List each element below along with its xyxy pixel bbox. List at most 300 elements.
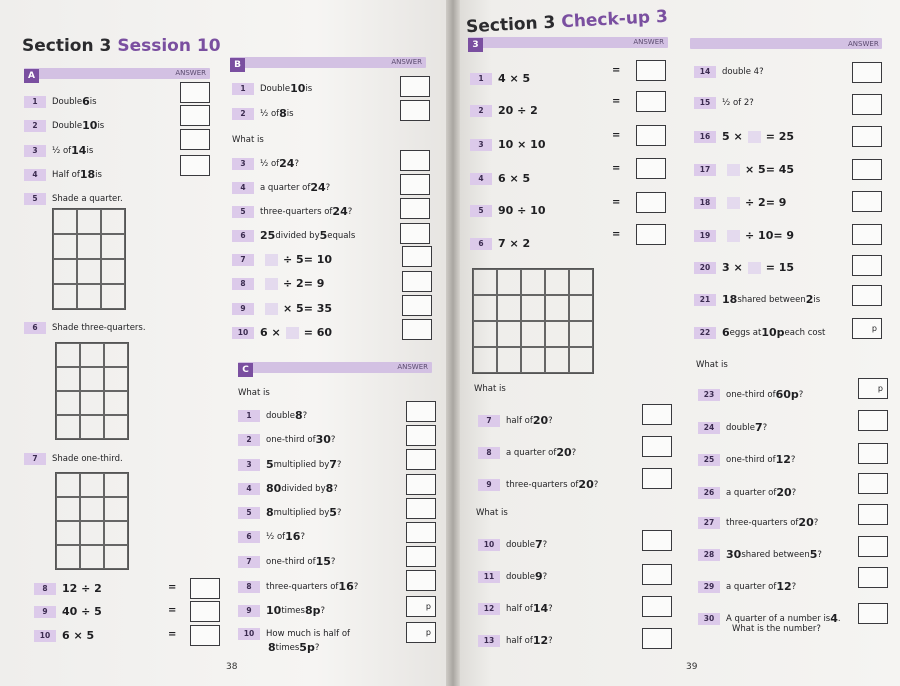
answer-box[interactable] bbox=[406, 474, 436, 495]
shading-grid-quarter[interactable] bbox=[52, 208, 126, 310]
answer-box[interactable] bbox=[642, 436, 672, 457]
answer-box[interactable] bbox=[642, 628, 672, 649]
question-text: eggs at bbox=[729, 327, 762, 338]
grid-cell[interactable] bbox=[473, 321, 497, 347]
grid-cell[interactable] bbox=[56, 497, 80, 521]
question-text: A quarter of a number is bbox=[726, 613, 831, 624]
answer-box[interactable] bbox=[852, 159, 882, 180]
question-number: 26 bbox=[698, 487, 720, 499]
grid-cell[interactable] bbox=[53, 234, 77, 259]
expression: 4 × 5 bbox=[498, 72, 531, 85]
question-number: 4 bbox=[470, 173, 492, 185]
question-text: half of bbox=[506, 415, 533, 426]
answer-box[interactable] bbox=[636, 91, 666, 112]
b-question-9 bbox=[232, 302, 332, 315]
shading-grid[interactable] bbox=[472, 268, 594, 374]
question-number: 5 bbox=[24, 193, 46, 205]
question-text: double bbox=[266, 410, 295, 421]
grid-cell[interactable] bbox=[80, 415, 104, 439]
answer-box[interactable]: p bbox=[858, 378, 888, 399]
checkup-title: Check-up 3 bbox=[560, 6, 669, 33]
page-number: 39 bbox=[686, 662, 698, 672]
question-value: 30 bbox=[315, 433, 331, 446]
question-value: 6 × bbox=[260, 326, 281, 339]
question-number: 9 bbox=[232, 303, 254, 315]
question-value: 6 bbox=[722, 326, 730, 339]
question-number: 4 bbox=[232, 182, 254, 194]
equals-sign: = bbox=[168, 605, 177, 616]
question-value: 5 bbox=[809, 548, 818, 561]
checkup-block-label: 3 bbox=[468, 38, 483, 52]
grid-cell[interactable] bbox=[497, 269, 521, 295]
answer-box[interactable] bbox=[636, 224, 666, 245]
answer-box[interactable] bbox=[858, 567, 888, 588]
question-number: 17 bbox=[694, 164, 716, 176]
question-number: 2 bbox=[470, 105, 492, 117]
question-text: multiplied by bbox=[273, 507, 330, 518]
grid-cell[interactable] bbox=[104, 521, 128, 545]
answer-box[interactable] bbox=[190, 601, 220, 622]
answer-label: ANSWER bbox=[633, 38, 664, 46]
question-text: three-quarters of bbox=[726, 517, 799, 528]
question-text: Double bbox=[52, 120, 83, 131]
question-text: ? bbox=[314, 642, 320, 653]
a-question-9 bbox=[34, 605, 102, 618]
question-number: 7 bbox=[238, 556, 260, 568]
grid-cell[interactable] bbox=[80, 367, 104, 391]
missing-number-blank bbox=[286, 327, 299, 339]
checkup-question-25 bbox=[698, 453, 795, 466]
answer-box[interactable] bbox=[636, 60, 666, 81]
question-number: 19 bbox=[694, 230, 716, 242]
answer-box[interactable]: p bbox=[406, 622, 436, 643]
grid-cell[interactable] bbox=[53, 209, 77, 234]
grid-cell[interactable] bbox=[101, 209, 125, 234]
question-text: each cost bbox=[784, 327, 826, 338]
question-text: is bbox=[89, 96, 97, 107]
question-value: 7 bbox=[754, 421, 763, 434]
missing-number-blank bbox=[727, 164, 740, 176]
result: = 60 bbox=[303, 326, 333, 339]
b-question-7 bbox=[232, 253, 332, 266]
question-number: 6 bbox=[232, 230, 254, 242]
question-text: ? bbox=[320, 605, 325, 616]
grid-cell[interactable] bbox=[56, 415, 80, 439]
question-value: 5 bbox=[319, 229, 328, 242]
b-question-10 bbox=[232, 326, 332, 339]
grid-cell[interactable] bbox=[56, 367, 80, 391]
answer-box[interactable] bbox=[852, 255, 882, 276]
answer-box[interactable] bbox=[852, 224, 882, 245]
shading-grid-three-quarters[interactable] bbox=[55, 342, 129, 440]
question-text: one-third of bbox=[726, 454, 776, 465]
question-text: half of bbox=[506, 635, 533, 646]
grid-cell[interactable] bbox=[545, 269, 569, 295]
question-number: 5 bbox=[470, 205, 492, 217]
question-value: 12 bbox=[532, 634, 549, 647]
answer-box[interactable] bbox=[852, 94, 882, 115]
question-number: 3 bbox=[232, 158, 254, 170]
c-question-10 bbox=[238, 628, 350, 640]
question-value: 10p bbox=[761, 326, 785, 339]
answer-box[interactable] bbox=[402, 246, 432, 267]
grid-cell[interactable] bbox=[56, 473, 80, 497]
answer-label: ANSWER bbox=[175, 69, 206, 77]
shading-grid-one-third[interactable] bbox=[55, 472, 129, 570]
answer-box[interactable] bbox=[852, 191, 882, 212]
grid-cell[interactable] bbox=[77, 209, 101, 234]
grid-cell[interactable] bbox=[53, 284, 77, 309]
question-text: . bbox=[837, 613, 841, 624]
question-text: ? bbox=[542, 571, 548, 582]
a-question-8 bbox=[34, 582, 102, 595]
question-text: ? bbox=[325, 182, 331, 193]
question-value: 20 bbox=[532, 414, 549, 427]
question-text: is bbox=[305, 83, 313, 94]
expression: 7 × 2 bbox=[498, 237, 531, 250]
answer-box[interactable] bbox=[400, 223, 430, 244]
question-text: ? bbox=[353, 581, 359, 592]
question-text: divided by bbox=[281, 483, 326, 494]
answer-box[interactable] bbox=[406, 498, 436, 519]
question-text: ? bbox=[817, 549, 822, 560]
question-text: ? bbox=[798, 389, 804, 400]
question-text: How much is half of bbox=[266, 629, 351, 639]
question-number: 20 bbox=[694, 262, 716, 274]
answer-box[interactable] bbox=[400, 174, 430, 195]
question-number: 8 bbox=[478, 447, 500, 459]
answer-box[interactable] bbox=[402, 319, 432, 340]
grid-cell[interactable] bbox=[545, 321, 569, 347]
section-title: Section 3 bbox=[465, 12, 556, 38]
answer-box[interactable] bbox=[402, 295, 432, 316]
equals-sign: = bbox=[612, 65, 621, 76]
answer-box[interactable] bbox=[190, 578, 220, 599]
question-number: 27 bbox=[698, 517, 720, 529]
answer-box[interactable] bbox=[858, 603, 888, 624]
grid-cell[interactable] bbox=[497, 347, 521, 373]
result: = 9 bbox=[773, 229, 795, 242]
grid-cell[interactable] bbox=[101, 234, 125, 259]
question-text: one-third of bbox=[726, 389, 776, 400]
a-question-7 bbox=[24, 453, 123, 465]
checkup-question-3 bbox=[470, 138, 546, 151]
question-text: ? bbox=[571, 447, 577, 458]
question-value: 16 bbox=[285, 530, 301, 543]
answer-box[interactable] bbox=[400, 76, 430, 97]
question-text: times bbox=[275, 642, 300, 653]
grid-cell[interactable] bbox=[569, 347, 593, 373]
answer-box[interactable] bbox=[406, 425, 436, 446]
question-text: Shade one-third. bbox=[52, 454, 123, 464]
question-number: 7 bbox=[478, 415, 500, 427]
question-value: 7 bbox=[329, 458, 337, 471]
c-question-3 bbox=[238, 458, 341, 471]
question-number: 4 bbox=[238, 483, 260, 495]
grid-cell[interactable] bbox=[80, 521, 104, 545]
operation: ÷ 10 bbox=[745, 229, 774, 242]
grid-cell[interactable] bbox=[80, 343, 104, 367]
question-number: 18 bbox=[694, 197, 716, 209]
answer-box[interactable] bbox=[406, 449, 436, 470]
grid-cell[interactable] bbox=[80, 497, 104, 521]
question-text: ? bbox=[813, 517, 819, 528]
grid-cell[interactable] bbox=[473, 347, 497, 373]
c-question-9 bbox=[238, 604, 325, 617]
c-question-10-line2 bbox=[268, 641, 319, 654]
missing-number-blank bbox=[748, 131, 761, 143]
grid-cell[interactable] bbox=[497, 321, 521, 347]
a-question-4 bbox=[24, 168, 102, 181]
question-text: ? bbox=[791, 581, 797, 592]
question-text: a quarter of bbox=[506, 447, 557, 458]
answer-box[interactable] bbox=[406, 570, 436, 591]
grid-cell[interactable] bbox=[77, 259, 101, 284]
question-number: 11 bbox=[478, 571, 500, 583]
grid-cell[interactable] bbox=[521, 347, 545, 373]
book-gutter bbox=[446, 0, 460, 686]
checkup-question-24 bbox=[698, 421, 767, 434]
c-question-2 bbox=[238, 433, 335, 446]
question-text: three-quarters of bbox=[266, 581, 339, 592]
answer-box[interactable] bbox=[852, 62, 882, 83]
grid-cell[interactable] bbox=[473, 269, 497, 295]
question-value: 8 bbox=[266, 506, 274, 519]
what-is-label: What is bbox=[696, 360, 728, 370]
grid-cell[interactable] bbox=[80, 545, 104, 569]
answer-box[interactable] bbox=[636, 125, 666, 146]
question-value: 8p bbox=[304, 604, 321, 617]
question-value: 2 bbox=[805, 293, 814, 306]
question-value: 24 bbox=[332, 205, 348, 218]
operation: ÷ 5 bbox=[283, 253, 304, 266]
grid-cell[interactable] bbox=[104, 367, 128, 391]
question-text: ½ of 2? bbox=[722, 98, 754, 108]
a-question-10 bbox=[34, 629, 94, 642]
result: = 15 bbox=[765, 261, 795, 274]
question-number: 1 bbox=[24, 96, 46, 108]
grid-cell[interactable] bbox=[104, 497, 128, 521]
question-value: 8 bbox=[325, 482, 334, 495]
answer-box[interactable]: p bbox=[852, 318, 882, 339]
section-a-bar bbox=[24, 68, 210, 79]
grid-cell[interactable] bbox=[569, 295, 593, 321]
answer-box[interactable] bbox=[180, 105, 210, 126]
question-text: Double bbox=[260, 83, 291, 94]
question-value: 3 × bbox=[722, 261, 743, 274]
question-text: one-third of bbox=[266, 556, 316, 567]
question-number: 7 bbox=[232, 254, 254, 266]
answer-box[interactable] bbox=[858, 473, 888, 494]
answer-box[interactable] bbox=[642, 404, 672, 425]
grid-cell[interactable] bbox=[77, 234, 101, 259]
grid-cell[interactable] bbox=[521, 321, 545, 347]
grid-cell[interactable] bbox=[101, 284, 125, 309]
grid-cell[interactable] bbox=[521, 269, 545, 295]
question-value: 4 bbox=[830, 612, 838, 625]
a-question-2 bbox=[24, 119, 104, 132]
checkup-question-8 bbox=[478, 446, 576, 459]
operation: × 5 bbox=[283, 302, 304, 315]
question-number: 28 bbox=[698, 549, 720, 561]
question-value: 15 bbox=[315, 555, 331, 568]
answer-box[interactable] bbox=[180, 82, 210, 103]
grid-cell[interactable] bbox=[104, 391, 128, 415]
grid-cell[interactable] bbox=[53, 259, 77, 284]
answer-box[interactable] bbox=[190, 625, 220, 646]
answer-box[interactable] bbox=[406, 401, 436, 422]
checkup-question-19 bbox=[694, 229, 794, 242]
expression: 6 × 5 bbox=[62, 629, 95, 642]
grid-cell[interactable] bbox=[104, 415, 128, 439]
question-number: 23 bbox=[698, 389, 720, 401]
question-text: shared between bbox=[737, 294, 806, 305]
question-value: 16 bbox=[338, 580, 354, 593]
question-text: double 4? bbox=[722, 67, 764, 77]
question-number: 15 bbox=[694, 97, 716, 109]
checkup-question-28 bbox=[698, 548, 822, 561]
checkup-question-18 bbox=[694, 196, 786, 209]
answer-box[interactable] bbox=[858, 443, 888, 464]
b-question-5 bbox=[232, 205, 352, 218]
question-value: 8 bbox=[294, 409, 303, 422]
answer-box[interactable] bbox=[636, 158, 666, 179]
equals-sign: = bbox=[612, 96, 621, 107]
question-value: 18 bbox=[722, 293, 738, 306]
question-number: 1 bbox=[238, 410, 260, 422]
answer-box[interactable] bbox=[642, 530, 672, 551]
question-number: 1 bbox=[232, 83, 254, 95]
question-number: 14 bbox=[694, 66, 716, 78]
equals-sign: = bbox=[168, 629, 177, 640]
question-text: ? bbox=[336, 459, 342, 470]
question-number: 9 bbox=[478, 479, 500, 491]
question-number: 3 bbox=[24, 145, 46, 157]
result: = 35 bbox=[303, 302, 333, 315]
question-number: 1 bbox=[470, 73, 492, 85]
c-question-7 bbox=[238, 555, 335, 568]
question-value: 6 bbox=[82, 95, 90, 108]
grid-cell[interactable] bbox=[56, 521, 80, 545]
checkup-question-30-line2: What is the number? bbox=[732, 624, 821, 634]
grid-cell[interactable] bbox=[80, 391, 104, 415]
answer-box[interactable] bbox=[642, 564, 672, 585]
answer-label: ANSWER bbox=[391, 58, 422, 66]
answer-box[interactable] bbox=[636, 192, 666, 213]
missing-number-blank bbox=[265, 254, 278, 266]
question-value: 8 bbox=[279, 107, 287, 120]
answer-box[interactable] bbox=[180, 155, 210, 176]
question-text: equals bbox=[327, 230, 356, 241]
question-text: is bbox=[97, 120, 105, 131]
answer-box[interactable] bbox=[858, 410, 888, 431]
grid-cell[interactable] bbox=[80, 473, 104, 497]
answer-box[interactable] bbox=[400, 100, 430, 121]
question-text: three-quarters of bbox=[506, 479, 579, 490]
answer-box[interactable] bbox=[858, 536, 888, 557]
section-b-label: B bbox=[230, 58, 245, 72]
answer-box[interactable] bbox=[406, 522, 436, 543]
a-question-3 bbox=[24, 144, 93, 157]
grid-cell[interactable] bbox=[104, 343, 128, 367]
checkup-question-2 bbox=[470, 104, 538, 117]
grid-cell[interactable] bbox=[521, 295, 545, 321]
question-text: Double bbox=[52, 96, 83, 107]
question-value: 20 bbox=[578, 478, 594, 491]
c-question-8 bbox=[238, 580, 358, 593]
grid-cell[interactable] bbox=[56, 343, 80, 367]
answer-box[interactable] bbox=[400, 198, 430, 219]
question-text: ½ of bbox=[266, 531, 286, 542]
a-question-1 bbox=[24, 95, 97, 108]
question-number: 2 bbox=[238, 434, 260, 446]
question-value: 10 bbox=[82, 119, 98, 132]
operation: ÷ 2 bbox=[745, 196, 766, 209]
question-number: 5 bbox=[232, 206, 254, 218]
answer-box[interactable] bbox=[402, 271, 432, 292]
grid-cell[interactable] bbox=[497, 295, 521, 321]
question-number: 10 bbox=[34, 630, 56, 642]
question-number: 4 bbox=[24, 169, 46, 181]
question-text: a quarter of bbox=[726, 581, 777, 592]
question-value: 12 bbox=[775, 453, 791, 466]
grid-cell[interactable] bbox=[545, 295, 569, 321]
grid-cell[interactable] bbox=[569, 321, 593, 347]
question-value: 24 bbox=[310, 181, 326, 194]
c-question-1 bbox=[238, 409, 307, 422]
grid-cell[interactable] bbox=[101, 259, 125, 284]
grid-cell[interactable] bbox=[569, 269, 593, 295]
grid-cell[interactable] bbox=[104, 473, 128, 497]
grid-cell[interactable] bbox=[545, 347, 569, 373]
grid-cell[interactable] bbox=[473, 295, 497, 321]
answer-box[interactable] bbox=[858, 504, 888, 525]
question-text: ? bbox=[790, 454, 796, 465]
question-text: ? bbox=[593, 479, 599, 490]
grid-cell[interactable] bbox=[56, 545, 80, 569]
expression: 12 ÷ 2 bbox=[62, 582, 102, 595]
expression: 90 ÷ 10 bbox=[498, 204, 546, 217]
missing-number-blank bbox=[265, 303, 278, 315]
question-text: double bbox=[506, 571, 535, 582]
answer-box[interactable] bbox=[852, 126, 882, 147]
question-value: 10 bbox=[290, 82, 306, 95]
question-number: 16 bbox=[694, 131, 716, 143]
answer-box[interactable] bbox=[406, 546, 436, 567]
question-value: 24 bbox=[279, 157, 295, 170]
question-value: 10 bbox=[266, 604, 282, 617]
answer-box[interactable] bbox=[400, 150, 430, 171]
question-text: Shade a quarter. bbox=[52, 194, 123, 204]
checkup-question-10 bbox=[478, 538, 547, 551]
grid-cell[interactable] bbox=[104, 545, 128, 569]
grid-cell[interactable] bbox=[56, 391, 80, 415]
grid-cell[interactable] bbox=[77, 284, 101, 309]
answer-box[interactable] bbox=[852, 285, 882, 306]
question-value: 14 bbox=[532, 602, 549, 615]
answer-box[interactable] bbox=[642, 468, 672, 489]
question-value: 5 × bbox=[722, 130, 743, 143]
checkup-question-20 bbox=[694, 261, 794, 274]
answer-box[interactable] bbox=[642, 596, 672, 617]
answer-box[interactable]: p bbox=[406, 596, 436, 617]
question-number: 7 bbox=[24, 453, 46, 465]
expression: 10 × 10 bbox=[498, 138, 546, 151]
checkup-question-1 bbox=[470, 72, 530, 85]
session-title: Session 10 bbox=[117, 36, 221, 56]
a-question-5 bbox=[24, 193, 123, 205]
answer-box[interactable] bbox=[180, 129, 210, 150]
